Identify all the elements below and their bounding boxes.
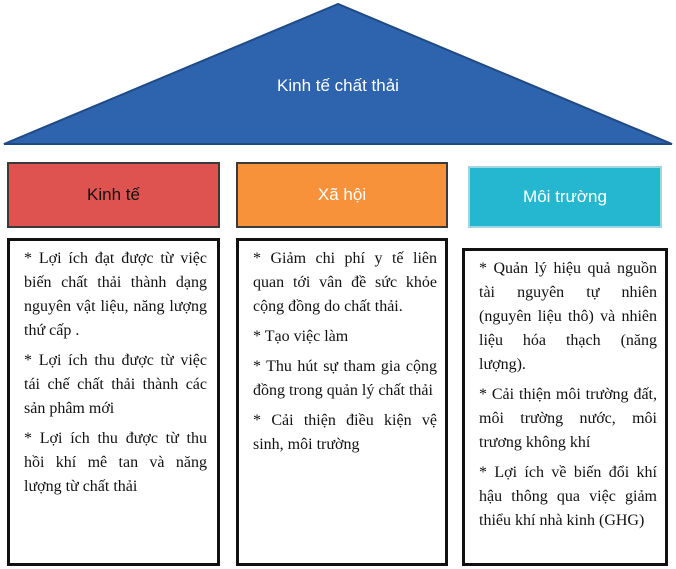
society-item: * Giảm chi phí y tế liên quan tới vân đề sức khỏe cộng đồng do chất thải.	[253, 250, 437, 315]
header-economy: Kinh tế	[7, 162, 220, 228]
header-society: Xã hội	[236, 162, 448, 228]
header-environment: Môi trường	[468, 166, 662, 228]
economy-item: * Lợi ích thu được từ việc tái chế chất thải thành các sản phâm mới	[24, 352, 207, 417]
environment-item: * Quản lý hiệu quả nguồn tài nguyên tự nhiên (nguyên liệu thô) và nhiên liệu hóa thạch (năng lượng).	[479, 260, 657, 373]
roof-triangle	[0, 0, 676, 150]
economy-item: * Lợi ích thu được từ thu hồi khí mê tan và năng lượng từ chất thải	[24, 430, 207, 495]
society-item: * Cải thiện điều kiện vệ sinh, môi trường	[253, 412, 437, 453]
environment-item: * Cải thiện môi trường đất, môi trường nước, môi trương không khí	[479, 386, 657, 451]
society-item: * Tạo việc làm	[253, 328, 349, 345]
environment-box	[462, 248, 668, 566]
economy-box	[7, 238, 220, 566]
environment-item: * Lợi ích về biến đổi khí hậu thông qua việc giảm thiểu khí nhà kinh (GHG)	[479, 464, 657, 529]
society-item: * Thu hút sự tham gia cộng đồng trong quản lý chất thải	[253, 358, 437, 399]
economy-item: * Lợi ích đạt được từ việc biến chất thải thành dạng nguyên vật liệu, năng lượng thứ cấp .	[24, 250, 207, 339]
diagram-title: Kinh tế chất thải	[277, 76, 399, 95]
society-box	[236, 238, 448, 566]
